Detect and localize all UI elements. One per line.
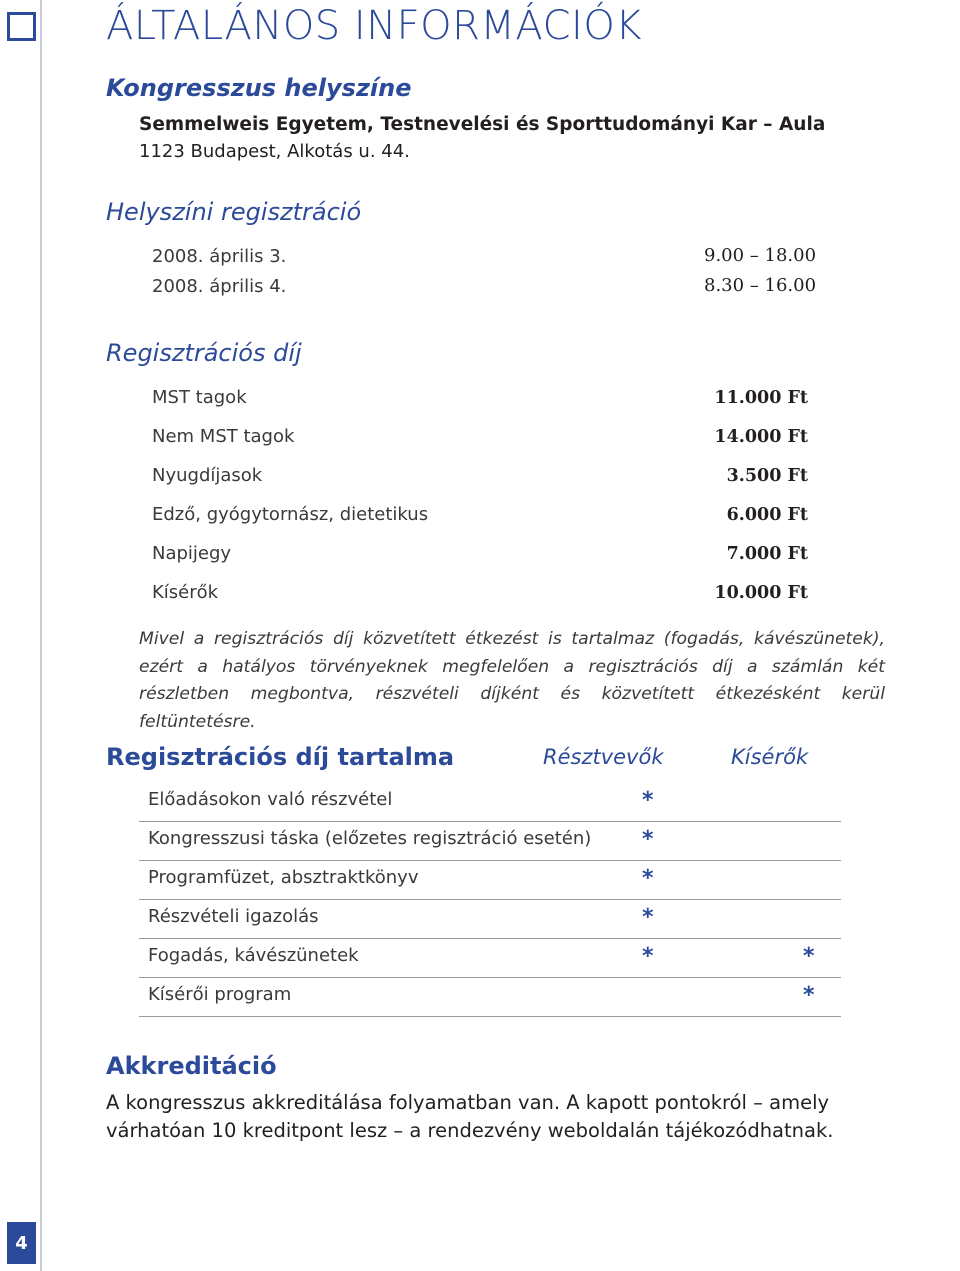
accreditation-heading: Akkreditáció (106, 1052, 277, 1080)
companions-mark: * (803, 944, 815, 969)
contents-heading: Regisztrációs díj tartalma (106, 743, 455, 771)
col-companions: Kísérők (731, 745, 809, 769)
venue-line-2: 1123 Budapest, Alkotás u. 44. (139, 141, 410, 162)
participants-mark: * (642, 827, 654, 852)
col-participants: Résztvevők (543, 745, 664, 769)
fees-heading: Regisztrációs díj (106, 339, 302, 367)
table-row (139, 900, 841, 939)
fee-label-non-mst: Nem MST tagok (152, 426, 295, 447)
page-number: 4 (7, 1222, 36, 1264)
venue-heading: Kongresszus helyszíne (106, 74, 412, 102)
fee-label-coach: Edző, gyógytornász, dietetikus (152, 504, 429, 525)
fee-label-mst: MST tagok (152, 387, 247, 408)
table-row (139, 861, 841, 900)
participants-mark: * (642, 944, 654, 969)
table-row (139, 783, 841, 822)
fee-label-day-ticket: Napijegy (152, 543, 232, 564)
participants-mark: * (642, 866, 654, 891)
row-label: Részvételi igazolás (148, 906, 319, 927)
fee-value-coach: 6.000 Ft (726, 505, 808, 525)
fee-note: Mivel a regisztrációs díj közvetített étkezést is tartalmaz (fogadás, kávészünetek), ezért a hatályos törvényeknek megfelelően a regisztrációs díj a számlán két részletben megbontva, részvételi díjként és közvetített étkezésként kerül feltüntetésre. (139, 629, 885, 732)
participants-mark: * (642, 905, 654, 930)
onsite-date-2: 2008. április 4. (152, 276, 287, 297)
onsite-time-1: 9.00 – 18.00 (704, 245, 817, 266)
onsite-date-1: 2008. április 3. (152, 246, 287, 267)
participants-mark: * (642, 788, 654, 813)
table-row (139, 822, 841, 861)
companions-mark: * (803, 983, 815, 1008)
fee-value-companions: 10.000 Ft (714, 583, 808, 603)
fee-value-mst: 11.000 Ft (714, 388, 808, 408)
left-margin-rule (40, 0, 42, 1271)
row-label: Kongresszusi táska (előzetes regisztráció esetén) (148, 828, 592, 849)
fee-label-pensioners: Nyugdíjasok (152, 465, 263, 486)
table-row (139, 939, 841, 978)
row-label: Programfüzet, absztraktkönyv (148, 867, 419, 888)
accreditation-text: A kongresszus akkreditálása folyamatban van. A kapott pontokról – amely várhatóan 10 kreditpont lesz – a rendezvény weboldalán tájékozódhatnak. (106, 1091, 834, 1142)
row-label: Fogadás, kávészünetek (148, 945, 359, 966)
fee-value-day-ticket: 7.000 Ft (726, 544, 808, 564)
onsite-time-2: 8.30 – 16.00 (704, 275, 817, 296)
row-label: Előadásokon való részvétel (148, 789, 393, 810)
section-marker-box (7, 12, 36, 41)
fee-value-non-mst: 14.000 Ft (714, 427, 808, 447)
table-row (139, 978, 841, 1017)
venue-line-1: Semmelweis Egyetem, Testnevelési és Sporttudományi Kar – Aula (139, 114, 826, 135)
row-label: Kísérői program (148, 984, 292, 1005)
onsite-registration-heading: Helyszíni regisztráció (106, 198, 362, 226)
fee-value-pensioners: 3.500 Ft (726, 466, 808, 486)
fee-label-companions: Kísérők (152, 582, 219, 603)
page-title: ÁLTALÁNOS INFORMÁCIÓK (106, 3, 643, 49)
